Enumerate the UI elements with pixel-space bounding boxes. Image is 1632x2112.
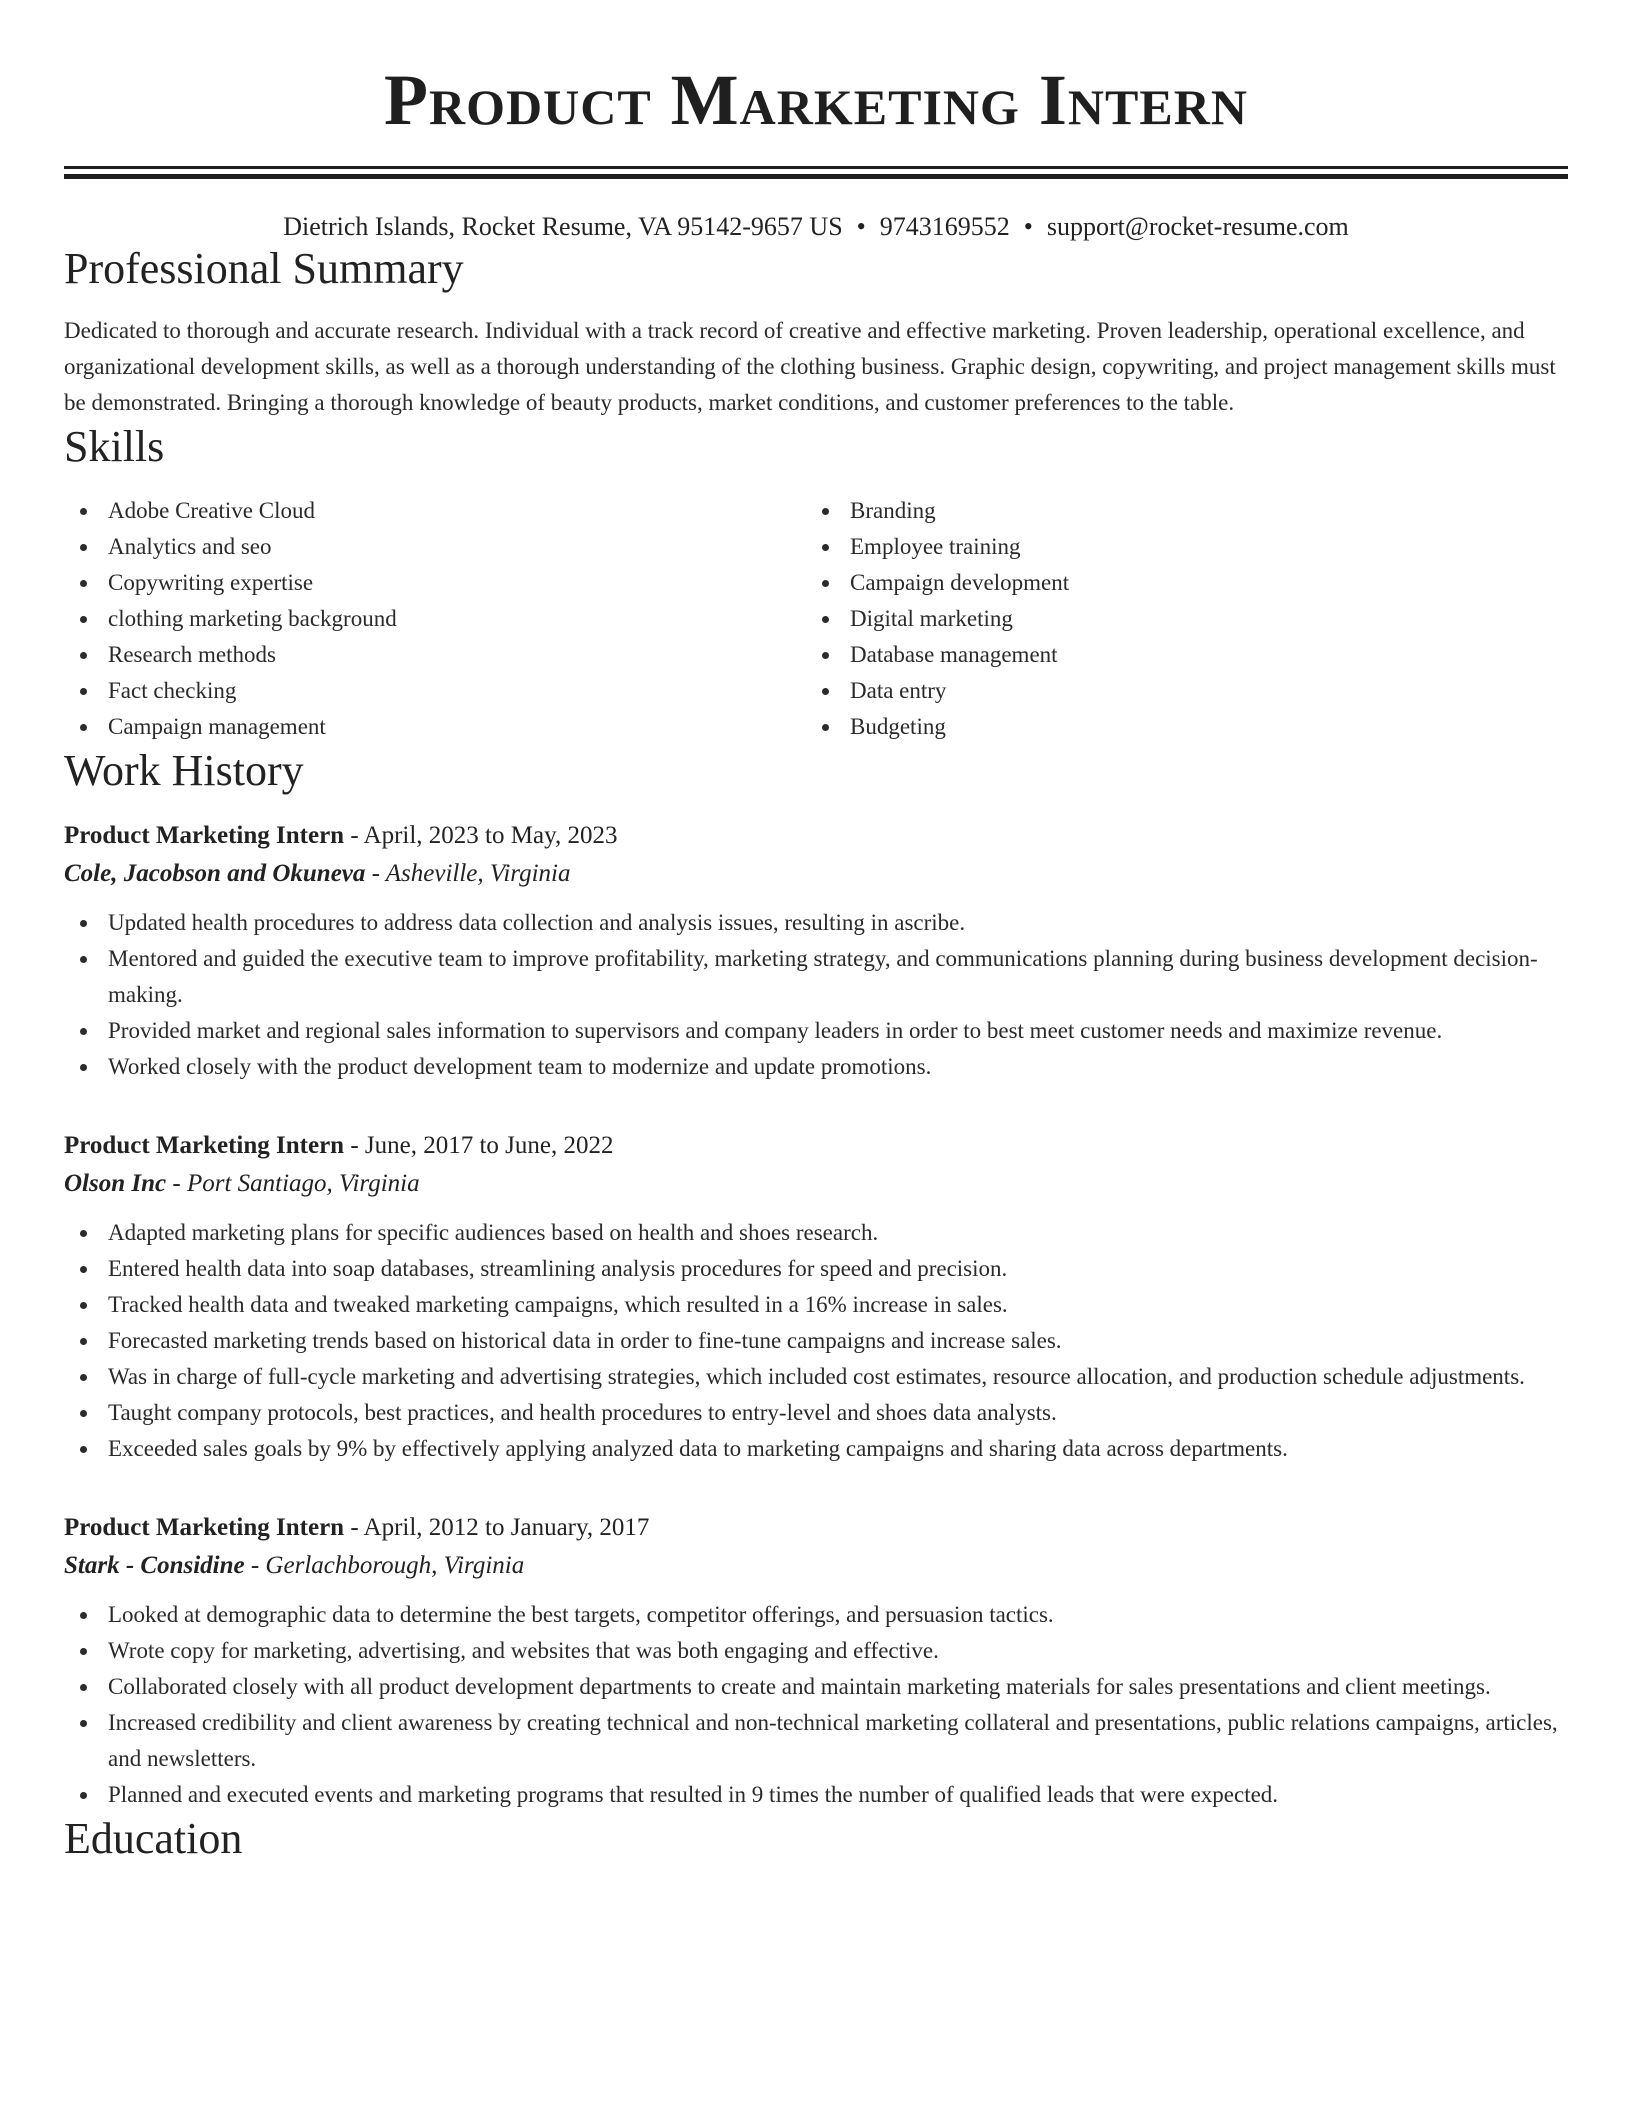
job-title-line bbox=[64, 819, 1568, 853]
company-name: Cole, Jacobson and Okuneva bbox=[64, 860, 366, 887]
skill-item: Adobe Creative Cloud bbox=[64, 493, 806, 529]
company-line bbox=[64, 857, 1568, 891]
education-section-title: Education bbox=[64, 1814, 243, 1863]
company-location: - Port Santiago, Virginia bbox=[166, 1170, 420, 1197]
skills-list bbox=[64, 493, 1568, 745]
company-location: - Asheville, Virginia bbox=[365, 860, 571, 887]
job-dates: - April, 2023 to May, 2023 bbox=[344, 822, 618, 849]
skill-item: Campaign development bbox=[806, 565, 1548, 601]
company-name: Olson Inc bbox=[64, 1170, 167, 1197]
summary-text: Dedicated to thorough and accurate research. Individual with a track record of creative and effective marketing. Proven leadership, operational excellence, and organizational development skills, as well as a thorough understanding of the clothing business. Graphic design, copywriting, and project management skills must be demonstrated. Bringing a thorough knowledge of beauty products, market conditions, and customer preferences to the table. bbox=[64, 318, 1556, 415]
job-bullet: Adapted marketing plans for specific audiences based on health and shoes research. bbox=[64, 1215, 1568, 1251]
job-entry bbox=[64, 819, 1568, 1085]
job-bullet: Entered health data into soap databases, streamlining analysis procedures for speed and precision. bbox=[64, 1251, 1568, 1287]
company-line bbox=[64, 1167, 1568, 1201]
skill-item: Copywriting expertise bbox=[64, 565, 806, 601]
skill-item: Data entry bbox=[806, 673, 1548, 709]
contact-separator: • bbox=[856, 212, 866, 241]
skills-column-left bbox=[64, 493, 806, 745]
work-history-section-title: Work History bbox=[64, 746, 304, 795]
contact-email: support@rocket-resume.com bbox=[1046, 212, 1349, 241]
resume-page bbox=[64, 0, 1568, 1865]
job-title-line bbox=[64, 1511, 1568, 1545]
skill-item: Budgeting bbox=[806, 709, 1548, 745]
job-title: Product Marketing Intern bbox=[64, 1514, 345, 1541]
job-bullet: Taught company protocols, best practices, and health procedures to entry-level and shoes data analysts. bbox=[64, 1395, 1568, 1431]
skill-item: Branding bbox=[806, 493, 1548, 529]
job-entry bbox=[64, 1511, 1568, 1813]
header-double-rule bbox=[64, 166, 1568, 179]
resume-name-heading: Product Marketing Intern bbox=[384, 60, 1248, 140]
job-bullets bbox=[64, 1597, 1568, 1813]
job-dates: - April, 2012 to January, 2017 bbox=[344, 1514, 650, 1541]
contact-phone: 9743169552 bbox=[879, 212, 1010, 241]
job-bullet: Collaborated closely with all product development departments to create and maintain marketing materials for sales presentations and client meetings. bbox=[64, 1669, 1568, 1705]
job-bullets bbox=[64, 905, 1568, 1085]
job-bullet: Planned and executed events and marketing programs that resulted in 9 times the number of qualified leads that were expected. bbox=[64, 1777, 1568, 1813]
company-name: Stark - Considine bbox=[64, 1552, 245, 1579]
skill-item: Digital marketing bbox=[806, 601, 1548, 637]
job-bullet: Exceeded sales goals by 9% by effectively applying analyzed data to marketing campaigns and sharing data across departments. bbox=[64, 1431, 1568, 1467]
skill-item: Campaign management bbox=[64, 709, 806, 745]
job-bullet: Wrote copy for marketing, advertising, and websites that was both engaging and effective. bbox=[64, 1633, 1568, 1669]
company-location: - Gerlachborough, Virginia bbox=[244, 1552, 525, 1579]
job-bullet: Was in charge of full-cycle marketing and advertising strategies, which included cost estimates, resource allocation, and production schedule adjustments. bbox=[64, 1359, 1568, 1395]
skill-item: Employee training bbox=[806, 529, 1548, 565]
skill-item: Analytics and seo bbox=[64, 529, 806, 565]
company-line bbox=[64, 1549, 1568, 1583]
skills-section-title: Skills bbox=[64, 422, 165, 471]
job-bullet: Increased credibility and client awareness by creating technical and non-technical marketing collateral and presentations, public relations campaigns, articles, and newsletters. bbox=[64, 1705, 1568, 1777]
skill-item: Database management bbox=[806, 637, 1548, 673]
contact-line bbox=[64, 211, 1568, 243]
job-title-line bbox=[64, 1129, 1568, 1163]
contact-address: Dietrich Islands, Rocket Resume, VA 95142-9657 US bbox=[283, 212, 843, 241]
job-bullet: Provided market and regional sales information to supervisors and company leaders in order to best meet customer needs and maximize revenue. bbox=[64, 1013, 1568, 1049]
job-bullet: Worked closely with the product development team to modernize and update promotions. bbox=[64, 1049, 1568, 1085]
skill-item: Fact checking bbox=[64, 673, 806, 709]
job-bullet: Forecasted marketing trends based on historical data in order to fine-tune campaigns and increase sales. bbox=[64, 1323, 1568, 1359]
job-dates: - June, 2017 to June, 2022 bbox=[344, 1132, 614, 1159]
skill-item: Research methods bbox=[64, 637, 806, 673]
skill-item: clothing marketing background bbox=[64, 601, 806, 637]
summary-section-title: Professional Summary bbox=[64, 244, 464, 293]
job-bullet: Mentored and guided the executive team to improve profitability, marketing strategy, and communications planning during business development decision-making. bbox=[64, 941, 1568, 1013]
skills-column-right bbox=[806, 493, 1548, 745]
job-bullet: Looked at demographic data to determine the best targets, competitor offerings, and persuasion tactics. bbox=[64, 1597, 1568, 1633]
job-bullets bbox=[64, 1215, 1568, 1467]
job-entry bbox=[64, 1129, 1568, 1467]
contact-separator: • bbox=[1023, 212, 1033, 241]
job-title: Product Marketing Intern bbox=[64, 822, 345, 849]
job-bullet: Tracked health data and tweaked marketing campaigns, which resulted in a 16% increase in sales. bbox=[64, 1287, 1568, 1323]
job-title: Product Marketing Intern bbox=[64, 1132, 345, 1159]
job-bullet: Updated health procedures to address data collection and analysis issues, resulting in ascribe. bbox=[64, 905, 1568, 941]
